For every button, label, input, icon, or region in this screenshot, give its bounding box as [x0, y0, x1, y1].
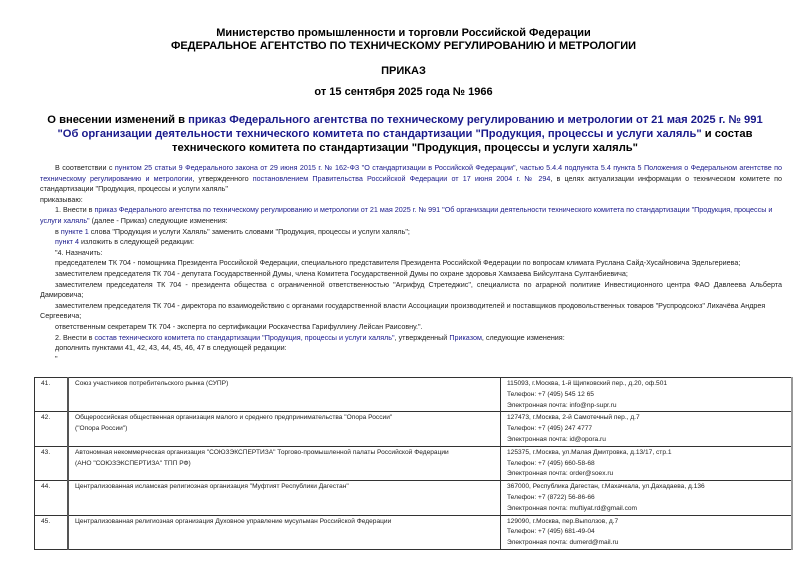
item-2-text: , утвержденный — [394, 332, 450, 342]
organization-name: Централизованная религиозная организация Духовное управление мусульман Российской Федерации — [75, 517, 392, 525]
resolution-294-link[interactable]: постановлением Правительства Российской Федерации от 17 июня 2004 г. № 294 — [252, 173, 551, 183]
law-162-link[interactable]: пунктом 25 статьи 9 Федерального закона от 29 июня 2015 г. № 162-ФЗ "О стандартизации в Российской Федерации" — [114, 163, 516, 172]
row-number: 42. — [35, 412, 69, 446]
point-4-link[interactable]: пункт 4 — [55, 237, 79, 247]
phone: Телефон: +7 (495) 681-49-04 — [507, 528, 595, 536]
document-body — [40, 163, 782, 364]
regulation-5-4-4-link[interactable]: частью 5.4.4 подпункта 5.4 пункта 5 Положения о Федеральном агентстве по техническому регулированию и метрологии — [40, 163, 783, 183]
email: Электронная почта: order@soex.ru — [507, 470, 614, 478]
row-number: 45. — [35, 515, 69, 549]
item-1-text: (далее - Приказ) следующие изменения: — [89, 215, 228, 225]
item-1a — [40, 227, 782, 238]
item-2-text: 2. Внести в — [55, 332, 95, 342]
preamble-text: , в целях актуализации информации о техническом комитете по стандартизации "Продукция, процессы и услуги халяль" — [40, 173, 782, 194]
committee-composition-link[interactable]: состав технического комитета по стандартизации "Продукция, процессы и услуги халяль" — [94, 332, 395, 342]
table-row — [35, 515, 793, 549]
appoint-line: председателем ТК 704 - помощника Президента Российской Федерации, специального представителя Президента Российской Федерации по вопросам климата Руслана Сайд-Хусайновича Эдельгериева; — [55, 258, 741, 268]
contacts-cell — [501, 481, 793, 515]
item-1 — [40, 205, 782, 226]
phone: Телефон: +7 (495) 247 4777 — [507, 425, 593, 433]
item-1a-text: в — [55, 226, 61, 236]
phone: Телефон: +7 (8722) 56-86-66 — [507, 493, 595, 501]
ministry-name: Министерство промышленности и торговли Российской Федерации — [216, 27, 591, 39]
appoint-line: заместителем председателя ТК 704 - президента общества с ограниченной ответственностью "Агрифуд Стретеджис", специалиста по аграрной политике Инвестиционного центра ФАО Давлеева Альберта Дамировича; — [40, 279, 782, 300]
contacts-cell — [501, 515, 793, 549]
document-type: ПРИКАЗ — [381, 65, 426, 77]
row-number: 44. — [35, 481, 69, 515]
organization-name: Общероссийская общественная организация малого и среднего предпринимательства "Опора России" — [75, 414, 393, 422]
table-row — [35, 412, 793, 446]
phone: Телефон: +7 (495) 660-58-68 — [507, 459, 595, 467]
appoint-line: ответственным секретарем ТК 704 - эксперта по сертификации Роскачества Гарифуллину Лейсан Раисовну.". — [55, 321, 423, 331]
item-1b-text: изложить в следующей редакции: — [78, 237, 195, 247]
quote-open: " — [55, 353, 58, 363]
organization-name: Автономная некоммерческая организация "СОЮЗЭКСПЕРТИЗА" Торгово-промышленной палаты Российской Федерации — [75, 448, 449, 456]
table-row — [35, 481, 793, 515]
order-link[interactable]: Приказом — [449, 332, 482, 342]
organization-cell — [68, 515, 501, 549]
row-number: 41. — [35, 378, 69, 412]
item-2 — [40, 333, 782, 344]
organization-name: Союз участников потребительского рынка (СУПР) — [75, 380, 229, 387]
order-991-link[interactable]: приказ Федерального агентства по техническому регулированию и метрологии от 21 мая 2025 г. № 991 "Об организации деятельности технического комитета по стандартизации "Продукция, процессы и услуги халяль" — [40, 205, 773, 225]
appoint-heading: "4. Назначить: — [55, 247, 103, 257]
phone: Телефон: +7 (495) 545 12 65 — [507, 390, 594, 398]
title-prefix: О внесении изменений в — [47, 114, 189, 126]
organization-name: Централизованная исламская религиозная организация "Муфтият Республики Дагестан" — [75, 483, 349, 491]
email: Электронная почта: dumerd@mail.ru — [507, 539, 619, 547]
title-suffix: и состав технического комитета по стандартизации "Продукция, процессы и услуги халяль" — [172, 128, 753, 154]
organizations-table — [34, 377, 793, 550]
organization-short-name: (АНО "СОЮЗЭКСПЕРТИЗА" ТПП РФ) — [75, 459, 191, 467]
preamble-text: , утвержденного — [192, 173, 253, 183]
item-2-text: , следующие изменения: — [481, 332, 565, 342]
email: Электронная почта: id@opora.ru — [507, 435, 606, 443]
order-word: приказываю: — [40, 194, 83, 204]
address: 129090, г.Москва, пер.Выползов, д.7 — [507, 517, 619, 525]
preamble — [40, 163, 782, 195]
address: 127473, г.Москва, 2-й Самотечный пер., д.7 — [507, 414, 640, 422]
item-2a: дополнить пунктами 41, 42, 43, 44, 45, 46, 47 в следующей редакции: — [55, 343, 287, 353]
contacts-cell — [501, 446, 793, 480]
preamble-text: , — [515, 163, 520, 172]
agency-name: ФЕДЕРАЛЬНОЕ АГЕНТСТВО ПО ТЕХНИЧЕСКОМУ РЕГУЛИРОВАНИЮ И МЕТРОЛОГИИ — [170, 40, 637, 52]
contacts-cell — [501, 412, 793, 446]
contacts-cell — [501, 378, 793, 412]
email: Электронная почта: muftiyat.rd@gmail.com — [507, 504, 638, 512]
item-1a-text: слова "Продукция и услуги Халяль" заменить словами "Продукция, процессы и услуги халяль"; — [88, 226, 410, 236]
item-1b — [40, 237, 782, 248]
item-1-text: 1. Внести в — [55, 205, 95, 215]
point-1-link[interactable]: пункте 1 — [60, 226, 89, 236]
organization-cell — [68, 446, 501, 480]
table-row — [35, 446, 793, 480]
organization-cell — [68, 481, 501, 515]
appoint-line: заместителем председателя ТК 704 - депутата Государственной Думы, члена Комитета Государственной Думы по охране здоровья Хамзаева Бийсултана Султанбиевича; — [55, 268, 628, 278]
preamble-text: В соответствии с — [55, 163, 115, 172]
appoint-line: заместителем председателя ТК 704 - директора по взаимодействию с органами государственной власти Ассоциации производителей и поставщиков продовольственных товаров "Руспродсоюз" Лихачёва Андрея Сергеевича; — [40, 300, 766, 321]
table-row — [35, 378, 793, 412]
address: 367000, Республика Дагестан, г.Махачкала, ул.Дахадаева, д.136 — [507, 483, 705, 491]
organization-cell — [68, 412, 501, 446]
email: Электронная почта: info@np-supr.ru — [507, 401, 617, 409]
organization-cell — [68, 378, 501, 412]
document-title — [40, 113, 770, 155]
title-order-link[interactable]: приказ Федерального агентства по техническому регулированию и метрологии от 21 мая 2025 г. № 991 "Об организации деятельности технического комитета по стандартизации "Продукция, процессы и услуги халяль" — [57, 114, 763, 140]
address: 125375, г.Москва, ул.Малая Дмитровка, д.13/17, стр.1 — [507, 448, 672, 456]
document-date-number: от 15 сентября 2025 года № 1966 — [314, 86, 493, 98]
row-number: 43. — [35, 446, 69, 480]
organization-short-name: ("Опора России") — [75, 425, 128, 433]
address: 115093, г.Москва, 1-й Щипковский пер., д.20, оф.501 — [507, 380, 668, 387]
